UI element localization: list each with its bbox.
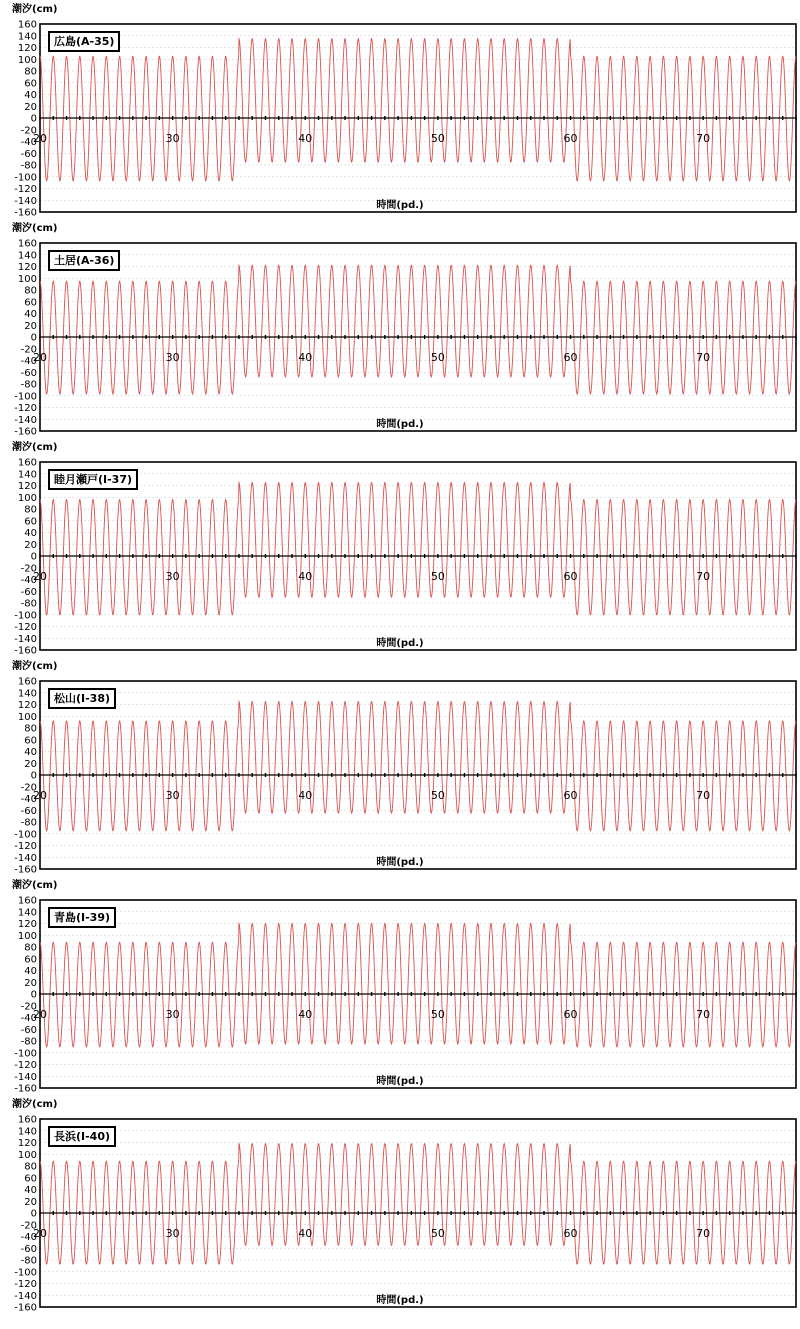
y-tick-label: -20 [20, 344, 37, 356]
tide-series-line [40, 39, 796, 181]
y-tick-label: 100 [17, 492, 37, 504]
y-tick-label: -160 [14, 426, 37, 438]
x-axis-label: 時間(pd.) [376, 857, 424, 868]
y-tick-label: -160 [14, 864, 37, 876]
y-tick-label: 100 [17, 273, 37, 285]
x-tick-label: 50 [430, 570, 445, 583]
station-label: 土居(A-36) [48, 250, 120, 271]
y-tick-label: 80 [24, 942, 37, 954]
x-axis-label: 時間(pd.) [376, 1295, 424, 1306]
y-tick-label: -140 [14, 852, 37, 864]
tide-series-line [40, 483, 796, 615]
x-tick-label: 70 [696, 132, 711, 145]
y-axis-label: 潮汐(cm) [12, 880, 58, 891]
y-tick-label: 120 [17, 700, 37, 711]
y-tick-label: 140 [17, 907, 37, 919]
y-tick-label: -140 [14, 633, 37, 645]
x-tick-label: 30 [165, 1227, 180, 1240]
y-tick-label: 140 [17, 688, 37, 700]
y-tick-label: -160 [14, 1302, 37, 1314]
y-tick-label: -60 [20, 367, 37, 379]
x-axis-label: 時間(pd.) [376, 638, 424, 649]
station-label: 広島(A-35) [48, 31, 120, 52]
y-tick-label: -20 [20, 1001, 37, 1013]
x-axis-label: 時間(pd.) [376, 419, 424, 430]
x-tick-label: 70 [696, 570, 711, 583]
y-tick-label: -80 [20, 598, 37, 610]
x-tick-label: 20 [33, 351, 47, 364]
y-tick-label: 160 [17, 1114, 37, 1126]
x-tick-label: 20 [33, 789, 47, 802]
y-tick-label: 160 [17, 19, 37, 31]
y-tick-label: 20 [24, 1196, 37, 1208]
y-tick-label: 120 [17, 1138, 37, 1149]
x-tick-label: 20 [33, 1227, 47, 1240]
y-tick-label: -20 [20, 782, 37, 794]
y-tick-label: -20 [20, 125, 37, 137]
y-tick-label: 160 [17, 676, 37, 688]
y-tick-label: 80 [24, 723, 37, 735]
chart-panel [0, 0, 800, 219]
y-tick-label: 140 [17, 1126, 37, 1138]
y-tick-label: 100 [17, 54, 37, 66]
station-label: 青島(I-39) [48, 907, 116, 928]
y-tick-label: 100 [17, 711, 37, 723]
y-tick-label: 140 [17, 31, 37, 43]
y-tick-label: -140 [14, 1071, 37, 1083]
station-label: 松山(I-38) [48, 688, 116, 709]
y-axis-label: 潮汐(cm) [12, 1099, 58, 1110]
y-axis-label: 潮汐(cm) [12, 442, 58, 453]
y-tick-label: 120 [17, 919, 37, 930]
x-tick-label: 30 [165, 570, 180, 583]
y-tick-label: -100 [14, 391, 37, 403]
chart-panel [0, 1095, 800, 1314]
tide-series-line [40, 1144, 796, 1264]
y-tick-label: 40 [24, 528, 37, 539]
x-tick-label: 70 [696, 1227, 711, 1240]
y-tick-label: -120 [14, 403, 37, 414]
y-tick-label: 100 [17, 1149, 37, 1161]
y-tick-label: -100 [14, 1048, 37, 1060]
y-tick-label: -80 [20, 379, 37, 391]
tide-series-line [40, 265, 796, 394]
tide-series-line [40, 702, 796, 831]
x-tick-label: 60 [563, 132, 578, 145]
y-tick-label: 100 [17, 930, 37, 942]
x-tick-label: 70 [696, 789, 711, 802]
y-tick-label: 0 [30, 113, 37, 125]
y-tick-label: 160 [17, 457, 37, 469]
y-tick-label: 60 [24, 954, 37, 966]
y-tick-label: 160 [17, 238, 37, 250]
x-tick-label: 70 [696, 351, 711, 364]
y-tick-label: -40 [20, 794, 37, 805]
x-tick-label: 50 [430, 1008, 445, 1021]
y-tick-label: -120 [14, 1060, 37, 1071]
y-tick-label: 40 [24, 747, 37, 758]
station-label: 長浜(I-40) [48, 1126, 116, 1147]
y-tick-label: -80 [20, 160, 37, 172]
x-axis-label: 時間(pd.) [376, 200, 424, 211]
y-tick-label: -100 [14, 1267, 37, 1279]
y-tick-label: 20 [24, 977, 37, 989]
x-tick-label: 20 [33, 1008, 47, 1021]
y-tick-label: 20 [24, 101, 37, 113]
y-tick-label: 140 [17, 250, 37, 262]
x-tick-label: 50 [430, 789, 445, 802]
y-tick-label: 60 [24, 735, 37, 747]
y-tick-label: -40 [20, 575, 37, 586]
y-tick-label: -80 [20, 1255, 37, 1267]
y-tick-label: 0 [30, 989, 37, 1001]
y-tick-label: 120 [17, 481, 37, 492]
y-tick-label: -60 [20, 586, 37, 598]
y-tick-label: -100 [14, 610, 37, 622]
y-tick-label: 60 [24, 297, 37, 309]
x-tick-label: 30 [165, 789, 180, 802]
y-axis-label: 潮汐(cm) [12, 661, 58, 672]
x-tick-label: 30 [165, 351, 180, 364]
x-tick-label: 30 [165, 132, 180, 145]
y-tick-label: 20 [24, 320, 37, 332]
y-tick-label: -160 [14, 1083, 37, 1095]
y-tick-label: 0 [30, 770, 37, 782]
x-tick-label: 40 [298, 789, 313, 802]
x-tick-label: 40 [298, 1008, 313, 1021]
x-tick-label: 50 [430, 1227, 445, 1240]
chart-panel [0, 219, 800, 438]
y-tick-label: -60 [20, 1243, 37, 1255]
chart-svg [0, 1095, 800, 1314]
x-tick-label: 20 [33, 570, 47, 583]
y-axis-label: 潮汐(cm) [12, 4, 58, 15]
y-tick-label: 120 [17, 43, 37, 54]
x-tick-label: 20 [33, 132, 47, 145]
y-tick-label: 60 [24, 516, 37, 528]
y-tick-label: -40 [20, 137, 37, 148]
y-tick-label: 120 [17, 262, 37, 273]
y-tick-label: -40 [20, 1013, 37, 1024]
x-axis-label: 時間(pd.) [376, 1076, 424, 1087]
chart-panel [0, 876, 800, 1095]
x-tick-label: 60 [563, 1008, 578, 1021]
x-tick-label: 40 [298, 1227, 313, 1240]
chart-panel [0, 657, 800, 876]
y-tick-label: 40 [24, 1185, 37, 1196]
y-tick-label: -120 [14, 622, 37, 633]
y-tick-label: -60 [20, 1024, 37, 1036]
y-tick-label: -40 [20, 356, 37, 367]
y-tick-label: -20 [20, 563, 37, 575]
y-tick-label: 80 [24, 504, 37, 516]
y-tick-label: -80 [20, 1036, 37, 1048]
x-tick-label: 40 [298, 132, 313, 145]
y-tick-label: 0 [30, 551, 37, 563]
y-tick-label: -120 [14, 184, 37, 195]
y-tick-label: -100 [14, 172, 37, 184]
x-tick-label: 30 [165, 1008, 180, 1021]
x-tick-label: 60 [563, 1227, 578, 1240]
x-tick-label: 50 [430, 132, 445, 145]
y-tick-label: -140 [14, 1290, 37, 1302]
y-tick-label: 40 [24, 966, 37, 977]
y-tick-label: -160 [14, 645, 37, 657]
y-tick-label: 80 [24, 66, 37, 78]
y-tick-label: -120 [14, 1279, 37, 1290]
chart-svg [0, 876, 800, 1095]
x-tick-label: 40 [298, 351, 313, 364]
y-axis-label: 潮汐(cm) [12, 223, 58, 234]
y-tick-label: -140 [14, 195, 37, 207]
x-tick-label: 60 [563, 351, 578, 364]
x-tick-label: 60 [563, 789, 578, 802]
y-tick-label: -60 [20, 148, 37, 160]
y-tick-label: 20 [24, 758, 37, 770]
y-tick-label: -60 [20, 805, 37, 817]
y-tick-label: 20 [24, 539, 37, 551]
x-tick-label: 40 [298, 570, 313, 583]
chart-svg [0, 657, 800, 876]
y-tick-label: -160 [14, 207, 37, 219]
y-tick-label: 80 [24, 1161, 37, 1173]
x-tick-label: 60 [563, 570, 578, 583]
y-tick-label: -140 [14, 414, 37, 426]
y-tick-label: -20 [20, 1220, 37, 1232]
station-label: 睦月瀬戸(I-37) [48, 469, 138, 490]
chart-panel [0, 438, 800, 657]
y-tick-label: 160 [17, 895, 37, 907]
y-tick-label: 60 [24, 1173, 37, 1185]
y-tick-label: 40 [24, 309, 37, 320]
y-tick-label: 40 [24, 90, 37, 101]
y-tick-label: -40 [20, 1232, 37, 1243]
x-tick-label: 70 [696, 1008, 711, 1021]
y-tick-label: 80 [24, 285, 37, 297]
y-tick-label: 60 [24, 78, 37, 90]
y-tick-label: -80 [20, 817, 37, 829]
y-tick-label: -120 [14, 841, 37, 852]
tide-series-line [40, 924, 796, 1047]
x-tick-label: 50 [430, 351, 445, 364]
y-tick-label: 0 [30, 1208, 37, 1220]
y-tick-label: 0 [30, 332, 37, 344]
y-tick-label: -100 [14, 829, 37, 841]
y-tick-label: 140 [17, 469, 37, 481]
